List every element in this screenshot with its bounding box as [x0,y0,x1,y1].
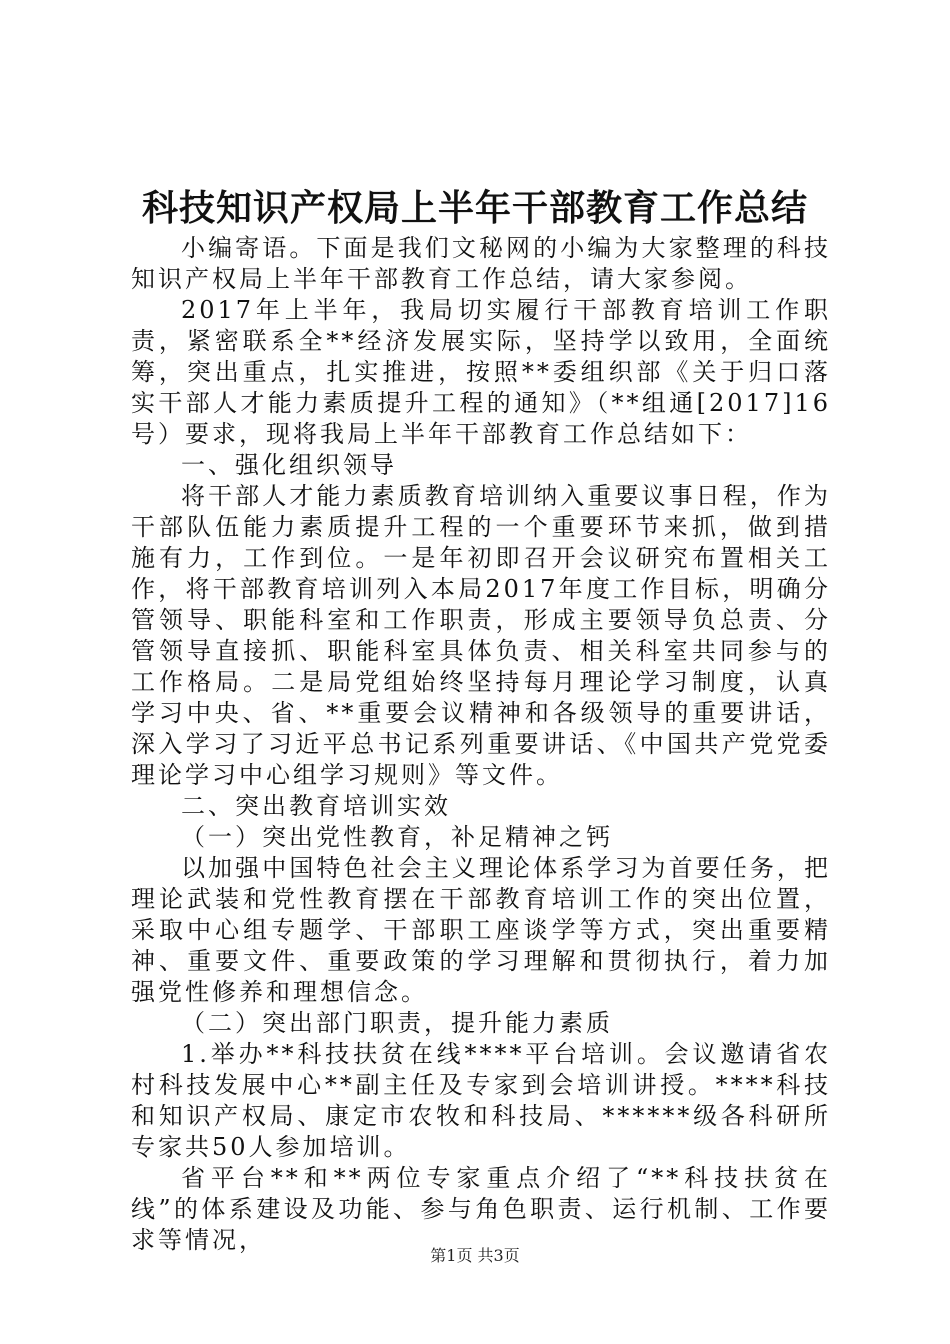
document-title: 科技知识产权局上半年干部教育工作总结 [141,188,808,229]
section-heading-1: 一、强化组织领导 [181,451,397,479]
paragraph-subsection-1: 以加强中国特色社会主义理论体系学习为首要任务，把理论武装和党性教育摆在干部教育培训工作的突出位置，采取中心组专题学、干部职工座谈学等方式，突出重要精神、重要文件、重要政策的学习理解和贯彻执行，着力加强党性修养和理想信念。 [131,854,831,1006]
page-number-footer: 第1页 共3页 [430,1246,520,1265]
paragraph-item-1: 1.举办**科技扶贫在线****平台培训。会议邀请省农村科技发展中心**副主任及专家到会培训讲授。****科技和知识产权局、康定市农牧和科技局、******级各科研所专家共50人参加培训。 [131,1040,831,1161]
document-body [131,233,831,1256]
paragraph-continued: 省平台**和**两位专家重点介绍了“**科技扶贫在线”的体系建设及功能、参与角色职责、运行机制、工作要求等情况， [131,1164,831,1254]
paragraph-overview: 2017年上半年，我局切实履行干部教育培训工作职责，紧密联系全**经济发展实际，坚持学以致用，全面统筹，突出重点，扎实推进，按照**委组织部《关于归口落实干部人才能力素质提升工程的通知》（**组通[2017]16号）要求，现将我局上半年干部教育工作总结如下： [131,296,831,448]
paragraph-section-1: 将干部人才能力素质教育培训纳入重要议事日程，作为干部队伍能力素质提升工程的一个重要环节来抓，做到措施有力，工作到位。一是年初即召开会议研究布置相关工作，将干部教育培训列入本局2017年度工作目标，明确分管领导、职能科室和工作职责，形成主要领导负总责、分管领导直接抓、职能科室具体负责、相关科室共同参与的工作格局。二是局党组始终坚持每月理论学习制度，认真学习中央、省、**重要会议精神和各级领导的重要讲话，深入学习了习近平总书记系列重要讲话、《中国共产党党委理论学习中心组学习规则》等文件。 [131,482,831,789]
subsection-heading-1: （一）突出党性教育，补足精神之钙 [181,823,613,851]
subsection-heading-2: （二）突出部门职责，提升能力素质 [181,1009,613,1037]
section-heading-2: 二、突出教育培训实效 [181,792,451,820]
paragraph-intro: 小编寄语。下面是我们文秘网的小编为大家整理的科技知识产权局上半年干部教育工作总结，请大家参阅。 [131,234,831,293]
